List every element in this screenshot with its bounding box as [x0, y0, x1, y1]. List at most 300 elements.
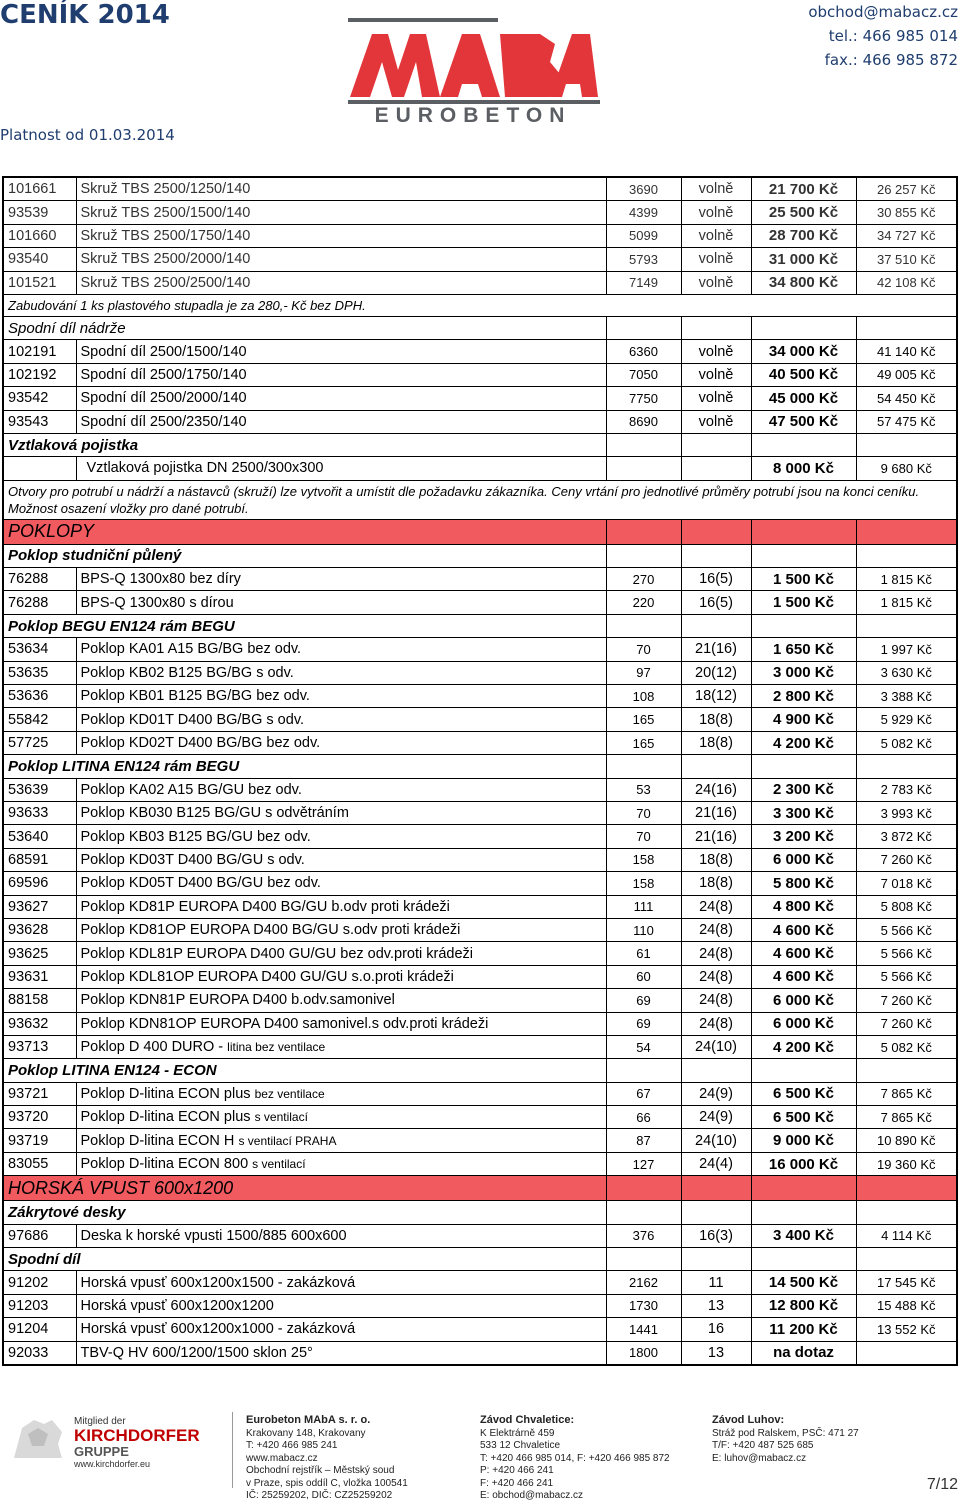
item-pallet: 18(8): [681, 848, 751, 871]
table-row: [3, 591, 957, 614]
item-weight: 7750: [606, 387, 681, 410]
table-row: [3, 778, 957, 801]
company-title: Eurobeton MAbA s. r. o.: [246, 1414, 371, 1426]
item-name: [76, 685, 606, 708]
item-price: 6 000 Kč: [751, 848, 856, 871]
item-price: 6 500 Kč: [751, 1082, 856, 1105]
partner-name: KIRCHDORFER: [74, 1426, 200, 1445]
lion-icon: [8, 1414, 68, 1464]
item-code: 93633: [3, 801, 76, 824]
item-name-text: TBV-Q HV 600/1200/1500 sklon 25°: [80, 1344, 313, 1361]
partner-sub: GRUPPE: [74, 1444, 129, 1459]
table-row: [3, 363, 957, 386]
item-price-vat: 5 082 Kč: [856, 1035, 957, 1058]
item-pallet: 18(8): [681, 731, 751, 754]
item-code: 93720: [3, 1106, 76, 1129]
table-row: [3, 895, 957, 918]
item-price-vat: 54 450 Kč: [856, 387, 957, 410]
item-weight: 111: [606, 895, 681, 918]
item-price-vat: 9 680 Kč: [856, 457, 957, 480]
item-name-text: Poklop KD05T D400 BG/GU bez odv.: [80, 875, 321, 892]
subhead-cell: [681, 614, 751, 637]
item-name: [76, 410, 606, 433]
contact-tel: tel.: 466 985 014: [828, 27, 958, 45]
item-pallet: 24(16): [681, 778, 751, 801]
item-pallet: 13: [681, 1341, 751, 1365]
contact-fax: fax.: 466 985 872: [824, 51, 958, 69]
item-price-vat: [856, 1341, 957, 1365]
item-price-vat: 4 114 Kč: [856, 1224, 957, 1247]
item-code: 92033: [3, 1341, 76, 1365]
item-name-text: Poklop D-litina ECON plus: [80, 1109, 255, 1126]
subhead-title: Spodní díl nádrže: [3, 316, 606, 339]
section-cell: [681, 519, 751, 544]
table-row: [3, 708, 957, 731]
item-price-vat: 2 783 Kč: [856, 778, 957, 801]
item-code: 101521: [3, 271, 76, 294]
item-name: [76, 1129, 606, 1152]
section-cell: [751, 1176, 856, 1201]
subhead-row: [3, 1059, 957, 1082]
item-weight: 70: [606, 825, 681, 848]
item-pallet: 21(16): [681, 825, 751, 848]
item-pallet: 24(8): [681, 965, 751, 988]
item-weight: 69: [606, 989, 681, 1012]
item-name: [76, 340, 606, 363]
item-weight: 2162: [606, 1271, 681, 1294]
item-price-vat: 57 475 Kč: [856, 410, 957, 433]
item-name: [76, 942, 606, 965]
plant1-line: E: obchod@mabacz.cz: [480, 1490, 583, 1501]
item-name: [76, 1035, 606, 1058]
item-price: 6 500 Kč: [751, 1106, 856, 1129]
item-code: 93631: [3, 965, 76, 988]
item-weight: 108: [606, 685, 681, 708]
item-name-text: Skruž TBS 2500/1750/140: [80, 227, 251, 244]
subhead-cell: [751, 316, 856, 339]
item-code: 68591: [3, 848, 76, 871]
item-name: [76, 457, 606, 480]
item-name: [76, 825, 606, 848]
plant1-line: K Elektrárně 459: [480, 1427, 555, 1439]
item-code: 91204: [3, 1318, 76, 1341]
item-name-text: Spodní díl 2500/2000/140: [80, 390, 247, 407]
partner-url[interactable]: www.kirchdorfer.eu: [74, 1459, 151, 1469]
subhead-cell: [751, 1248, 856, 1271]
item-weight: 3690: [606, 177, 681, 201]
item-name: [76, 801, 606, 824]
item-price-vat: 37 510 Kč: [856, 248, 957, 271]
subhead-title: Poklop LITINA EN124 rám BEGU: [3, 755, 606, 778]
item-price: 31 000 Kč: [751, 248, 856, 271]
item-name-text: Horská vpusť 600x1200x1200: [80, 1297, 274, 1314]
item-price-vat: 1 815 Kč: [856, 568, 957, 591]
item-code: 93719: [3, 1129, 76, 1152]
subhead-cell: [606, 614, 681, 637]
subhead-cell: [681, 316, 751, 339]
item-price-vat: 5 566 Kč: [856, 918, 957, 941]
subhead-cell: [681, 1248, 751, 1271]
item-price-vat: 3 388 Kč: [856, 685, 957, 708]
item-name-text: Poklop KDN81P EUROPA D400 b.odv.samonivel: [80, 992, 395, 1009]
item-pallet: 18(8): [681, 708, 751, 731]
item-price-vat: 5 808 Kč: [856, 895, 957, 918]
item-pallet: 24(8): [681, 942, 751, 965]
item-weight: 87: [606, 1129, 681, 1152]
item-pallet: 24(9): [681, 1106, 751, 1129]
price-list-title: CENÍK 2014: [0, 0, 170, 30]
item-code: 93543: [3, 410, 76, 433]
item-price-vat: 17 545 Kč: [856, 1271, 957, 1294]
item-name-note: bez ventilace: [254, 1086, 325, 1101]
item-weight: 61: [606, 942, 681, 965]
item-price-vat: 7 260 Kč: [856, 1012, 957, 1035]
item-name-text: Poklop D-litina ECON plus: [80, 1085, 255, 1102]
item-name: [76, 1318, 606, 1341]
item-price-vat: 30 855 Kč: [856, 201, 957, 224]
item-code: 93540: [3, 248, 76, 271]
item-price: 21 700 Kč: [751, 177, 856, 201]
item-price: 1 500 Kč: [751, 591, 856, 614]
item-name-text: Spodní díl 2500/2350/140: [80, 413, 247, 430]
item-name: [76, 872, 606, 895]
item-weight: 158: [606, 848, 681, 871]
item-price: 6 000 Kč: [751, 1012, 856, 1035]
item-code: 69596: [3, 872, 76, 895]
item-price-vat: 5 929 Kč: [856, 708, 957, 731]
note-text: Otvory pro potrubí u nádrží a nástavců (skruží) lze vytvořit a umístit dle požadavku zákazníka. Ceny vrtání pro jednotlivé průměry potrubí jsou na konci ceníku. Možnost osazení vložky pro dané potrubí.: [3, 480, 957, 519]
company-line: T: +420 466 985 241: [246, 1440, 338, 1451]
item-price: 3 200 Kč: [751, 825, 856, 848]
subhead-cell: [681, 433, 751, 456]
item-code: 93721: [3, 1082, 76, 1105]
item-name-text: Poklop KD03T D400 BG/GU s odv.: [80, 851, 305, 868]
item-weight: 8690: [606, 410, 681, 433]
note-row: [3, 480, 957, 519]
section-cell: [606, 519, 681, 544]
item-price: 4 200 Kč: [751, 1035, 856, 1058]
table-row: [3, 1341, 957, 1365]
item-price-vat: 7 018 Kč: [856, 872, 957, 895]
item-price-vat: 7 865 Kč: [856, 1106, 957, 1129]
item-price: 47 500 Kč: [751, 410, 856, 433]
item-price-vat: 42 108 Kč: [856, 271, 957, 294]
subhead-row: [3, 433, 957, 456]
item-price: 34 800 Kč: [751, 271, 856, 294]
item-price-vat: 3 993 Kč: [856, 801, 957, 824]
subhead-title: Poklop LITINA EN124 - ECON: [3, 1059, 606, 1082]
item-price: 5 800 Kč: [751, 872, 856, 895]
subhead-cell: [606, 433, 681, 456]
item-code: 93542: [3, 387, 76, 410]
item-price: 25 500 Kč: [751, 201, 856, 224]
item-weight: 7050: [606, 363, 681, 386]
subhead-row: [3, 544, 957, 567]
logo-subtext: EUROBETON: [374, 104, 572, 127]
subhead-cell: [751, 1201, 856, 1224]
item-pallet: 16: [681, 1318, 751, 1341]
item-pallet: volně: [681, 387, 751, 410]
item-pallet: volně: [681, 248, 751, 271]
item-weight: 1800: [606, 1341, 681, 1365]
item-name-text: Poklop KD81OP EUROPA D400 BG/GU s.odv proti krádeži: [80, 922, 461, 939]
table-row: [3, 177, 957, 201]
item-name: [76, 568, 606, 591]
item-code: 83055: [3, 1152, 76, 1175]
subhead-cell: [606, 1059, 681, 1082]
item-pallet: 24(8): [681, 989, 751, 1012]
item-price-vat: 1 997 Kč: [856, 638, 957, 661]
item-price: 12 800 Kč: [751, 1294, 856, 1317]
item-code: 102192: [3, 363, 76, 386]
item-pallet: 16(5): [681, 591, 751, 614]
item-pallet: 24(10): [681, 1035, 751, 1058]
item-price: 45 000 Kč: [751, 387, 856, 410]
table-row: [3, 410, 957, 433]
item-price: 8 000 Kč: [751, 457, 856, 480]
item-pallet: volně: [681, 363, 751, 386]
item-price: 4 900 Kč: [751, 708, 856, 731]
item-name: [76, 895, 606, 918]
validity-date: Platnost od 01.03.2014: [0, 126, 175, 144]
item-name: [76, 731, 606, 754]
item-pallet: 24(4): [681, 1152, 751, 1175]
subhead-title: Poklop BEGU EN124 rám BEGU: [3, 614, 606, 637]
subhead-cell: [751, 755, 856, 778]
subhead-cell: [606, 316, 681, 339]
item-name-text: Spodní díl 2500/1750/140: [80, 366, 247, 383]
item-code: [3, 457, 76, 480]
item-name-text: Poklop KDN81OP EUROPA D400 samonivel.s odv.proti krádeži: [80, 1015, 489, 1032]
item-code: 101661: [3, 177, 76, 201]
table-row: [3, 848, 957, 871]
item-name-text: Skruž TBS 2500/1250/140: [80, 181, 251, 198]
item-pallet: 13: [681, 1294, 751, 1317]
item-name: [76, 1012, 606, 1035]
section-cell: [681, 1176, 751, 1201]
table-row: [3, 1012, 957, 1035]
section-cell: [856, 1176, 957, 1201]
item-price-vat: 26 257 Kč: [856, 177, 957, 201]
item-name: [76, 1152, 606, 1175]
item-price-vat: 1 815 Kč: [856, 591, 957, 614]
item-name: [76, 1224, 606, 1247]
item-price: 3 000 Kč: [751, 661, 856, 684]
company-line: Krakovany 148, Krakovany: [246, 1427, 366, 1439]
company-line: v Praze, spis oddíl C, vložka 100541: [246, 1477, 408, 1489]
contact-email[interactable]: obchod@mabacz.cz: [808, 3, 958, 21]
item-name-text: Poklop KB030 B125 BG/GU s odvětráním: [80, 805, 349, 822]
item-name: [76, 848, 606, 871]
plant1-line: T: +420 466 985 014, F: +420 466 985 872: [480, 1452, 670, 1464]
item-weight: 270: [606, 568, 681, 591]
item-price: 2 300 Kč: [751, 778, 856, 801]
section-title: POKLOPY: [3, 519, 606, 544]
item-code: 53640: [3, 825, 76, 848]
item-code: 55842: [3, 708, 76, 731]
item-price-vat: 19 360 Kč: [856, 1152, 957, 1175]
item-code: 53634: [3, 638, 76, 661]
item-name: [76, 965, 606, 988]
plant1-line: P: +420 466 241: [480, 1465, 554, 1476]
subhead-cell: [681, 1201, 751, 1224]
item-pallet: 24(10): [681, 1129, 751, 1152]
item-name-note: s ventilací PRAHA: [238, 1133, 337, 1148]
subhead-row: [3, 316, 957, 339]
item-code: 93625: [3, 942, 76, 965]
plant2-line: E: luhov@mabacz.cz: [712, 1452, 807, 1464]
subhead-cell: [856, 1059, 957, 1082]
table-row: [3, 942, 957, 965]
item-weight: 110: [606, 918, 681, 941]
item-code: 97686: [3, 1224, 76, 1247]
item-price: 1 500 Kč: [751, 568, 856, 591]
item-name: [76, 918, 606, 941]
item-weight: 1441: [606, 1318, 681, 1341]
item-name: [76, 1294, 606, 1317]
subhead-cell: [681, 544, 751, 567]
item-pallet: volně: [681, 410, 751, 433]
item-pallet: 11: [681, 1271, 751, 1294]
item-price-vat: 3 872 Kč: [856, 825, 957, 848]
item-name: [76, 363, 606, 386]
item-name-text: Poklop KD02T D400 BG/BG bez odv.: [80, 735, 321, 751]
item-weight: 6360: [606, 340, 681, 363]
item-weight: 5099: [606, 224, 681, 247]
item-name: [76, 708, 606, 731]
item-code: 53635: [3, 661, 76, 684]
item-pallet: volně: [681, 340, 751, 363]
item-price: 14 500 Kč: [751, 1271, 856, 1294]
item-price: 4 800 Kč: [751, 895, 856, 918]
item-weight: 165: [606, 708, 681, 731]
item-pallet: 24(8): [681, 895, 751, 918]
item-price: 2 800 Kč: [751, 685, 856, 708]
item-price-vat: 34 727 Kč: [856, 224, 957, 247]
company-line: Obchodní rejstřík – Městský soud: [246, 1465, 395, 1476]
item-price-vat: 49 005 Kč: [856, 363, 957, 386]
table-row: [3, 918, 957, 941]
item-name: [76, 201, 606, 224]
subhead-cell: [681, 755, 751, 778]
item-weight: 69: [606, 1012, 681, 1035]
subhead-cell: [751, 1059, 856, 1082]
item-weight: 4399: [606, 201, 681, 224]
table-row: [3, 248, 957, 271]
item-price-vat: 7 260 Kč: [856, 848, 957, 871]
subhead-cell: [606, 544, 681, 567]
item-price: 16 000 Kč: [751, 1152, 856, 1175]
item-name-text: Horská vpusť 600x1200x1000 - zakázková: [80, 1321, 356, 1338]
subhead-cell: [856, 544, 957, 567]
item-price: 9 000 Kč: [751, 1129, 856, 1152]
item-name-text: Poklop KA01 A15 BG/BG bez odv.: [80, 641, 302, 658]
table-row: [3, 989, 957, 1012]
table-row: [3, 340, 957, 363]
item-name-text: Poklop KD81P EUROPA D400 BG/GU b.odv proti krádeži: [80, 898, 450, 915]
table-row: [3, 1082, 957, 1105]
item-pallet: 24(9): [681, 1082, 751, 1105]
item-weight: 70: [606, 638, 681, 661]
item-name-text: Poklop D-litina ECON 800: [80, 1156, 253, 1173]
item-pallet: 20(12): [681, 661, 751, 684]
item-code: 91203: [3, 1294, 76, 1317]
item-name-text: Poklop D 400 DURO -: [80, 1039, 228, 1056]
item-name-text: Vztlaková pojistka DN 2500/300x300: [86, 460, 324, 477]
plant-chvaletice: [480, 1414, 670, 1503]
subhead-cell: [856, 316, 957, 339]
item-price-vat: 15 488 Kč: [856, 1294, 957, 1317]
item-weight: 5793: [606, 248, 681, 271]
section-cell: [751, 519, 856, 544]
item-price: 4 600 Kč: [751, 918, 856, 941]
item-name: [76, 1082, 606, 1105]
item-name: [76, 1271, 606, 1294]
item-pallet: 16(3): [681, 1224, 751, 1247]
table-row: [3, 1129, 957, 1152]
item-weight: 54: [606, 1035, 681, 1058]
item-name: [76, 778, 606, 801]
table-row: [3, 685, 957, 708]
subhead-cell: [606, 755, 681, 778]
item-name-note: litina bez ventilace: [227, 1040, 326, 1055]
subhead-title: Zákrytové desky: [3, 1201, 606, 1224]
item-pallet: 21(16): [681, 801, 751, 824]
item-name-text: Poklop KDL81OP EUROPA D400 GU/GU s.o.proti krádeži: [80, 968, 454, 985]
subhead-cell: [856, 614, 957, 637]
item-price: 34 000 Kč: [751, 340, 856, 363]
item-name-note: s ventilací: [254, 1110, 308, 1125]
item-price: 6 000 Kč: [751, 989, 856, 1012]
item-pallet: 16(5): [681, 568, 751, 591]
item-pallet: 18(12): [681, 685, 751, 708]
item-pallet: 24(8): [681, 918, 751, 941]
table-row: [3, 1035, 957, 1058]
item-name: [76, 1341, 606, 1365]
plant1-line: F: +420 466 241: [480, 1477, 554, 1489]
item-name-text: Horská vpusť 600x1200x1500 - zakázková: [80, 1274, 356, 1291]
item-price: 28 700 Kč: [751, 224, 856, 247]
item-name-text: Poklop KA02 A15 BG/GU bez odv.: [80, 781, 302, 798]
item-code: 93713: [3, 1035, 76, 1058]
item-code: 93632: [3, 1012, 76, 1035]
item-price: 3 400 Kč: [751, 1224, 856, 1247]
table-row: [3, 825, 957, 848]
subhead-row: [3, 1201, 957, 1224]
item-weight: 127: [606, 1152, 681, 1175]
table-row: [3, 1318, 957, 1341]
table-row: [3, 1271, 957, 1294]
subhead-title: Poklop studniční půlený: [3, 544, 606, 567]
subhead-cell: [606, 1201, 681, 1224]
subhead-cell: [856, 755, 957, 778]
item-code: 93627: [3, 895, 76, 918]
item-name: [76, 661, 606, 684]
subhead-cell: [856, 1201, 957, 1224]
item-name-note: s ventilací: [252, 1157, 306, 1172]
item-weight: 70: [606, 801, 681, 824]
item-name: [76, 271, 606, 294]
item-name: [76, 248, 606, 271]
subhead-cell: [856, 433, 957, 456]
item-name: [76, 591, 606, 614]
company-line: IČ: 25259202, DIČ: CZ25259202: [246, 1490, 393, 1501]
item-name: [76, 387, 606, 410]
item-name-text: BPS-Q 1300x80 bez díry: [80, 571, 241, 588]
item-name-text: Spodní díl 2500/1500/140: [80, 343, 247, 360]
table-row: [3, 872, 957, 895]
item-code: 53636: [3, 685, 76, 708]
